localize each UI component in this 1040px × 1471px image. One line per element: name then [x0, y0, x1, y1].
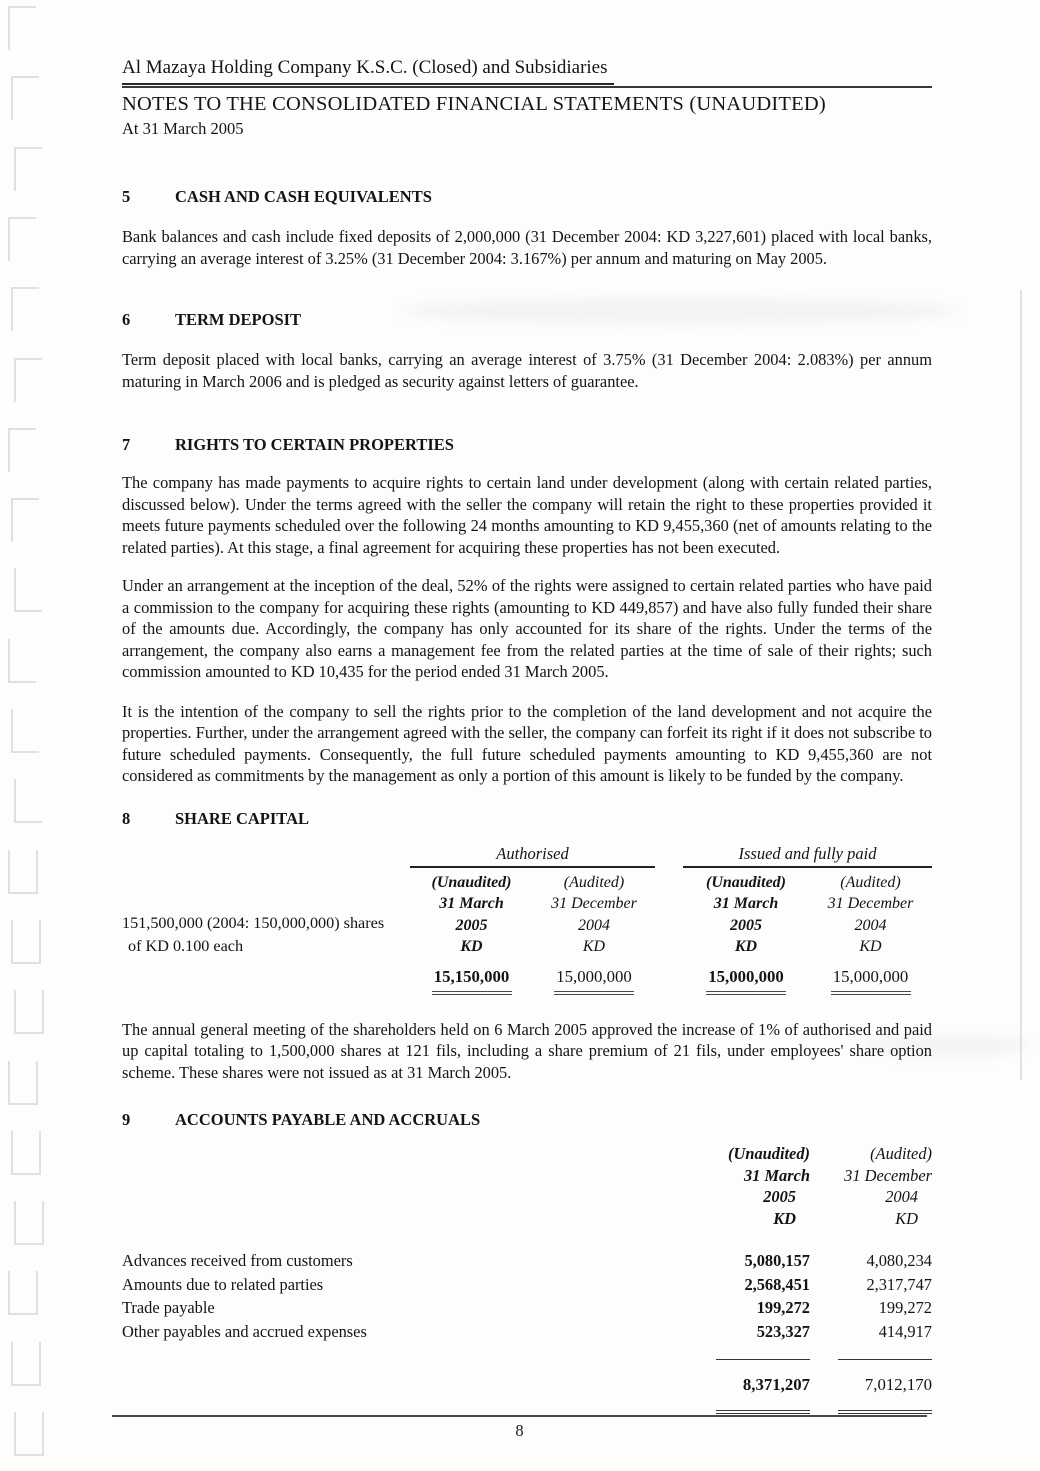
header-rule: [122, 86, 932, 88]
binding-mark: [8, 217, 36, 261]
section-5-paragraph: Bank balances and cash include fixed deposits of 2,000,000 (31 December 2004: KD 3,227,601) placed with local banks, carrying an average interest of 3.25% (31 December 2004: 3.167%) per annum and maturing on May 2005.: [122, 227, 932, 268]
accounts-payable-table: [122, 1143, 932, 1419]
section-number: 7: [122, 435, 131, 454]
section-9-heading: [122, 1109, 932, 1131]
share-capital-row-label: 151,500,000 (2004: 150,000,000) shares of KD 0.100 each: [122, 913, 385, 955]
section-7-paragraph-3: It is the intention of the company to sell the rights prior to the completion of the land development and not acquire the properties. Further, under the arrangement agreed with the seller, the company can forfeit its right if it does not subscribe to future scheduled payments. Consequently, the full future scheduled payments amounting to KD 9,455,360 are not considered as commitments by the management as only a portion of this amount is likely to be funded by the company.: [122, 701, 932, 785]
footer-rule: [112, 1415, 927, 1417]
binding-mark: [11, 709, 39, 753]
subtotal-rule: [810, 1343, 932, 1366]
section-8-heading: [122, 808, 932, 830]
column-header-audited-2004: (Audited) 31 December 2004 KD: [827, 873, 914, 955]
binding-mark: [14, 358, 42, 402]
section-title: SHARE CAPITAL: [175, 808, 310, 828]
share-capital-table: [122, 844, 932, 995]
total-2005: 8,371,207: [742, 1375, 810, 1394]
group-header-authorised: Authorised: [410, 844, 655, 868]
binding-mark: [14, 779, 42, 823]
section-5-heading: [122, 186, 932, 208]
page-number: 8: [515, 1421, 524, 1440]
section-title: ACCOUNTS PAYABLE AND ACCRUALS: [175, 1110, 481, 1129]
row-label: Trade payable: [122, 1298, 215, 1317]
column-header-unaudited-2005: (Unaudited) 31 March 2005 KD: [728, 1144, 810, 1228]
binding-mark: [11, 287, 39, 331]
binding-mark: [14, 1201, 44, 1245]
section-7-paragraph-2: Under an arrangement at the inception of the deal, 52% of the rights were assigned to certain related parties who have paid a commission to the company for acquiring these rights (amounting to KD 449,857) and have also fully funded their share of the amounts due. Accordingly, the company has only accounted for its share of the rights. Under the terms of the arrangement, the company also earns a management fee from the related parties at the time of sale of their rights; such commission amounted to KD 10,435 for the period ended 31 March 2005.: [122, 576, 932, 681]
binding-mark: [14, 990, 44, 1034]
column-header-audited-2004: (Audited) 31 December 2004 KD: [551, 873, 637, 955]
section-title: CASH AND CASH EQUIVALENTS: [175, 187, 432, 206]
binding-mark: [11, 498, 39, 542]
row-value-2004: 199,272: [878, 1298, 932, 1317]
binding-mark: [14, 1412, 44, 1456]
column-header-audited-2004: (Audited) 31 December 2004 KD: [844, 1144, 932, 1228]
row-value-2004: 414,917: [878, 1321, 932, 1341]
section-title: TERM DEPOSIT: [175, 310, 302, 329]
row-value-2004: 4,080,234: [866, 1251, 932, 1270]
company-name: Al Mazaya Holding Company K.S.C. (Closed) and Subsidiaries: [122, 0, 932, 85]
page-edge-line: [1020, 290, 1022, 1080]
column-header-unaudited-2005: (Unaudited) 31 March 2005 KD: [431, 873, 512, 955]
row-value-2005: 2,568,451: [744, 1274, 810, 1294]
section-title: RIGHTS TO CERTAIN PROPERTIES: [175, 435, 454, 454]
binding-mark: [14, 568, 42, 612]
total-2004: 7,012,170: [864, 1375, 932, 1394]
binding-mark: [8, 639, 36, 683]
section-7-heading: [122, 434, 932, 456]
row-value-2005: 199,272: [756, 1298, 810, 1317]
binding-mark: [8, 6, 36, 50]
row-value-2005: 523,327: [756, 1321, 810, 1341]
section-6-paragraph: Term deposit placed with local banks, carrying an average interest of 3.75% (31 December 2004: 2.083%) per annum maturing in March 2006 and is pledged as security against letters of guarantee.: [122, 350, 932, 391]
row-label: Other payables and accrued expenses: [122, 1321, 367, 1341]
section-number: 9: [122, 1110, 131, 1129]
row-label: Advances received from customers: [122, 1251, 353, 1270]
row-value-2004: 2,317,747: [866, 1274, 932, 1294]
authorised-2004-value: 15,000,000: [533, 958, 655, 995]
binding-mark: [8, 1061, 38, 1105]
document-title: NOTES TO THE CONSOLIDATED FINANCIAL STATEMENTS (UNAUDITED): [122, 93, 826, 115]
section-8-note: The annual general meeting of the shareholders held on 6 March 2005 approved the increase of 1% of authorised and paid up capital totaling to 1,500,000 shares at 121 fils, including a share premium of 21 fils, under employees' share option scheme. These shares were not issued as at 31 March 2005.: [122, 1019, 932, 1082]
group-header-issued: Issued and fully paid: [683, 844, 932, 868]
section-number: 6: [122, 310, 131, 329]
issued-2004-value: 15,000,000: [809, 958, 932, 995]
column-header-unaudited-2005: (Unaudited) 31 March 2005 KD: [706, 873, 786, 955]
binding-mark: [11, 1342, 41, 1386]
row-value-2005: 5,080,157: [744, 1251, 810, 1270]
binding-mark: [14, 147, 42, 191]
section-6-heading: [122, 309, 932, 331]
issued-2005-value: 15,000,000: [683, 958, 809, 995]
document-date: At 31 March 2005: [122, 119, 244, 138]
binding-mark: [8, 1271, 38, 1315]
binding-mark: [11, 920, 41, 964]
binding-mark: [11, 76, 39, 120]
binding-mark: [8, 850, 38, 894]
section-7-paragraph-1: The company has made payments to acquire rights to certain land under development (along with certain related parties, discussed below). Under the terms agreed with the seller the company will retain the right to these properties provided it meets future payments scheduled over the following 24 months amounting to KD 9,455,360 (net of amounts relating to the related parties). At this stage, a final agreement for acquiring these properties has not been executed.: [122, 473, 932, 557]
section-number: 5: [122, 187, 131, 206]
authorised-2005-value: 15,150,000: [410, 958, 533, 995]
subtotal-rule: [684, 1343, 810, 1366]
binding-mark: [8, 428, 36, 472]
binding-mark: [11, 1131, 41, 1175]
row-label: Amounts due to related parties: [122, 1274, 324, 1294]
section-number: 8: [122, 808, 131, 828]
